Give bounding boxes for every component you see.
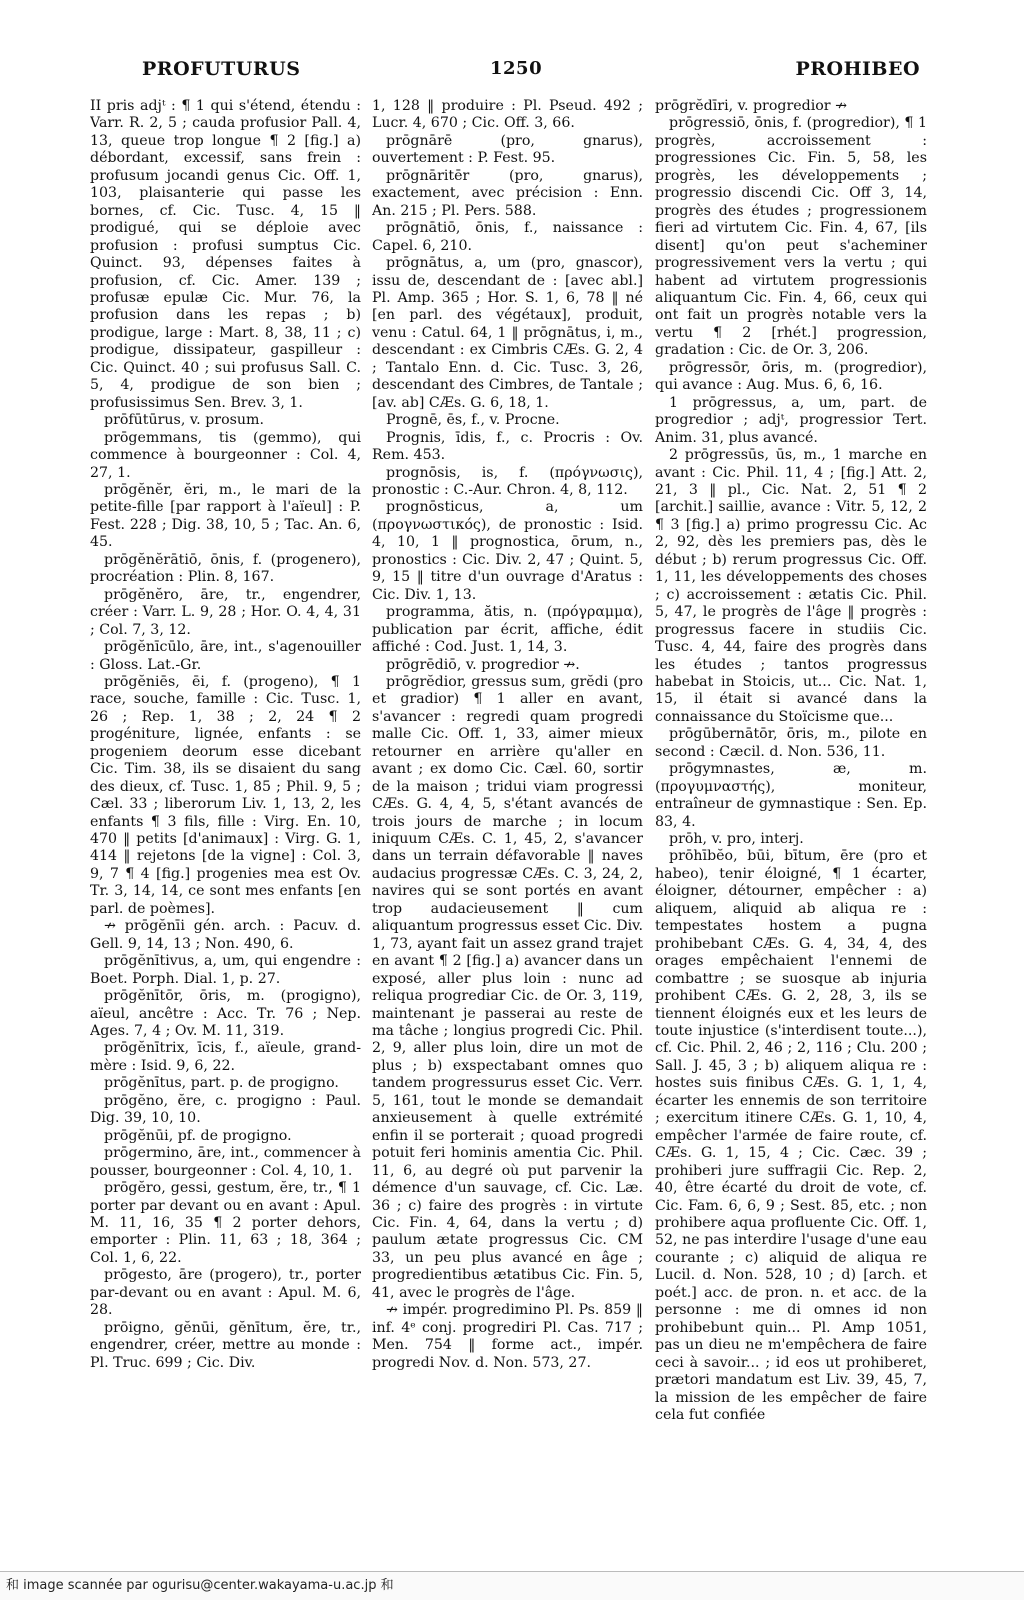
dictionary-entry: prōh, v. pro, interj. bbox=[669, 831, 804, 848]
dictionary-entry: Prognis, īdis, f., c. Procris : Ov. Rem. 453. bbox=[372, 429, 643, 464]
dictionary-entry: programma, ătis, n. (πρόγραμμα), publication par écrit, affiche, édit affiché : Cod. Just. 1, 14, 3. bbox=[372, 604, 643, 656]
dictionary-entry: 1, 128 ‖ produire : Pl. Pseud. 492 ; Lucr. 4, 670 ; Cic. Off. 3, 66. bbox=[372, 98, 643, 132]
page-number: 1250 bbox=[490, 58, 543, 79]
dictionary-entry: prōgnātiō, ōnis, f., naissance : Capel. 6, 210. bbox=[372, 220, 643, 254]
dictionary-entry: prōgĕnītōr, ōris, m. (progigno), aïeul, ancêtre : Acc. Tr. 76 ; Nep. Ages. 7, 4 ; Ov. M. 11, 319. bbox=[90, 988, 361, 1040]
dictionary-entry: prognōsis, is, f. (πρόγνωσις), pronostic : C.-Aur. Chron. 4, 8, 112. bbox=[372, 464, 643, 498]
scan-credit-footer: 和 image scannée par ogurisu@center.wakayama-u.ac.jp 和 bbox=[0, 1571, 1024, 1600]
dictionary-entry: prōgĕnĕro, āre, tr., engendrer, créer : Varr. L. 9, 28 ; Hor. O. 4, 4, 31 ; Col. 7, 3, 12. bbox=[90, 586, 361, 638]
dictionary-entry: prōgemmans, tis (gemmo), qui commence à bourgeonner : Col. 4, 27, 1. bbox=[90, 429, 361, 481]
dictionary-entry: prōgĕnītivus, a, um, qui engendre : Boet. Porph. Dial. 1, p. 27. bbox=[90, 953, 361, 987]
dictionary-entry: prōgressōr, ōris, m. (progredior), qui avance : Aug. Mus. 6, 6, 16. bbox=[655, 359, 927, 394]
dictionary-entry: prōgymnastes, æ, m. (προγυμναστής), moniteur, entraîneur de gymnastique : Sen. Ep. 83, 4. bbox=[655, 761, 927, 830]
dictionary-entry: prōgĕno, ĕre, c. progigno : Paul. Dig. 39, 10, 10. bbox=[90, 1092, 361, 1127]
dictionary-entry: prōgesto, āre (progero), tr., porter par-devant ou en avant : Apul. M. 6, 28. bbox=[90, 1267, 361, 1319]
dictionary-entry: ↛ prōgĕnīi gén. arch. : Pacuv. d. Gell. 9, 14, 13 ; Non. 490, 6. bbox=[90, 918, 361, 952]
dictionary-entry: prōgnātus, a, um (pro, gnascor), issu de, descendant de : [avec abl.] Pl. Amp. 365 ; Hor. S. 1, 6, 78 ‖ né [en parl. des végétaux], produit, venu : Catul. 64, 1 ‖ prōgnātus, i, m., descendant : ex Cimbris CÆs. G. 2, 4 ; Tantalo Enn. d. Cic. Tusc. 3, 26, descendant des Cimbres, de Tantale ; [av. ab] CÆs. G. 6, 18, 1. bbox=[372, 255, 643, 411]
column-2 bbox=[372, 98, 643, 1528]
dictionary-entry: prōgrĕdīri, v. progredior ↛ bbox=[655, 98, 847, 114]
dictionary-entry: prōfūtūrus, v. prosum. bbox=[104, 412, 264, 429]
dictionary-entry: prōgĕnītus, part. p. de progigno. bbox=[104, 1075, 339, 1092]
dictionary-entry: ↛ impér. progredimino Pl. Ps. 859 ‖ inf. 4ᵉ conj. progrediri Pl. Cas. 717 ; Men. 754 ‖ forme act., impér. progredi Nov. d. Non. 573, 27. bbox=[372, 1302, 643, 1371]
dictionary-entry: II pris adjᵗ : ¶ 1 qui s'étend, étendu : Varr. R. 2, 5 ; cauda profusior Pall. 4, 13, queue trop longue ¶ 2 [fig.] a) débordant, excessif, sans frein : profusum jocandi genus Cic. Off. 1, 103, plaisanterie qui passe les bornes, cf. Cic. Tusc. 4, 15 ‖ prodigué, qui se déploie avec profusion : profusi sumptus Cic. Quinct. 93, dépenses faites à profusion, cf. Cic. Amer. 139 ; profusæ epulæ Cic. Mur. 76, la profusion dans les repas ; b) prodigue, large : Mart. 8, 38, 11 ; c) prodigue, dissipateur, gaspilleur : Cic. Quinct. 40 ; sui profusus Sall. C. 5, 4, prodigue de son bien ; profusissimus Sen. Brev. 3, 1. bbox=[90, 98, 361, 411]
dictionary-entry: prōgĕnĕr, ĕri, m., le mari de la petite-fille [par rapport à l'aïeul] : P. Fest. 228 ; Dig. 38, 10, 5 ; Tac. An. 6, 45. bbox=[90, 481, 361, 551]
column-3 bbox=[655, 98, 927, 1528]
dictionary-entry: prōgĕnūi, pf. de progigno. bbox=[104, 1127, 292, 1144]
dictionary-entry: Prognē, ēs, f., v. Procne. bbox=[386, 412, 560, 429]
dictionary-entry: prōhībĕo, būi, bītum, ēre (pro et habeo), tenir éloigné, ¶ 1 écarter, éloigner, détourner, empêcher : a) aliquem, aliquid ab aliqua re : tempestates hostem a pugna prohibebant CÆs. G. 4, 34, 4, des orages empêchaient l'ennemi de combattre ; se suosque ab injuria prohibent CÆs. G. 2, 28, 3, ils se tiennent éloignés eux et les leurs de toute injustice (s'interdisent toute...), cf. Cic. Phil. 2, 46 ; 2, 116 ; Clu. 200 ; Sall. J. 45, 3 ; b) aliquem aliqua re : hostes suis finibus CÆs. G. 1, 1, 4, écarter les ennemis de son territoire ; exercitum itinere CÆs. G. 1, 10, 4, empêcher l'armée de faire route, cf. CÆs. G. 1, 15, 4 ; Cic. Cæc. 39 ; prohiberi jure suffragii Cic. Rep. 2, 40, être écarté du droit de vote, cf. Cic. Fam. 6, 6, 9 ; Sest. 85, etc. ; non prohibere aqua profluente Cic. Off. 1, 52, ne pas interdire l'usage d'une eau courante ; c) aliquid de aliqua re Lucil. d. Non. 528, 10 ; d) [arch. et poét.] acc. de pron. n. et acc. de la personne : me di omnes id non prohibebunt quin... Pl. Amp 1051, pas un dieu ne m'empêchera de faire ceci à savoir... ; id eos ut prohiberet, prætori mandatum est Liv. 39, 45, 7, la mission de les empêcher de faire cela fut confiée bbox=[655, 848, 927, 1423]
dictionary-entry: prōgermino, āre, int., commencer à pousser, bourgeonner : Col. 4, 10, 1. bbox=[90, 1145, 361, 1179]
dictionary-entry: 1 prōgressus, a, um, part. de progredior ; adjᵗ, progressior Tert. Anim. 31, plus avancé. bbox=[655, 394, 927, 446]
header-last-word: PROHIBEO bbox=[795, 58, 920, 80]
dictionary-entry: prōgĕnītrix, īcis, f., aïeule, grand-mère : Isid. 9, 6, 22. bbox=[90, 1040, 361, 1074]
dictionary-entry: prōigno, gĕnūi, gĕnītum, ĕre, tr., engendrer, créer, mettre au monde : Pl. Truc. 699 ; Cic. Div. bbox=[90, 1319, 361, 1371]
dictionary-entry: prōgūbernātōr, ōris, m., pilote en second : Cæcil. d. Non. 536, 11. bbox=[655, 726, 927, 760]
dictionary-entry: prōgressiō, ōnis, f. (progredior), ¶ 1 progrès, accroissement : progressiones Cic. Fin. 5, 58, les progrès, les développements ; progressio discendi Cic. Off 3, 14, progrès des études ; progressionem fieri ad virtutem Cic. Fin. 4, 67, [ils disent] qu'on peut s'acheminer progressivement vers la vertu ; qui habent ad virtutem progressionis aliquantum Cic. Fin. 4, 66, ceux qui ont fait un progrès notable vers la vertu ¶ 2 [rhét.] progression, gradation : Cic. de Or. 3, 206. bbox=[655, 115, 927, 359]
dictionary-entry: prōgrĕdior, gressus sum, grĕdi (pro et gradior) ¶ 1 aller en avant, s'avancer : regredi quam progredi malle Cic. Off. 1, 33, aimer mieux retourner en arrière qu'aller en avant ; ex domo Cic. Cæl. 60, sortir de la maison ; tridui viam progressi CÆs. G. 4, 4, 5, s'étant avancés de trois jours de marche ; in locum iniquum CÆs. C. 1, 45, 2, s'avancer dans un terrain défavorable ‖ naves audacius progressæ CÆs. C. 3, 24, 2, navires qui se sont portés en avant trop audacieusement ‖ cum aliquantum progressus esset Cic. Div. 1, 73, ayant fait un assez grand trajet en avant ¶ 2 [fig.] a) avancer dans un exposé, aller plus loin : nunc ad reliqua progrediar Cic. de Or. 3, 119, maintenant je passerai au reste de ma tâche ; longius progredi Cic. Phil. 2, 9, aller plus loin, dire un mot de plus ; b) exspectabant omnes quo tandem progressurus esset Cic. Verr. 5, 161, tout le monde se demandait anxieusement à quelle extrémité enfin il se porterait ; quoad progredi potuit feri hominis amentia Cic. Phil. 11, 6, au degré où put parvenir la démence d'un sauvage, cf. Cic. Læ. 36 ; c) faire des progrès : in virtute Cic. Fin. 4, 64, dans la vertu ; d) paulum ætate progressus Cic. CM 33, un peu plus avancé en âge ; progredientibus ætatibus Cic. Fin. 5, 41, avec le progrès de l'âge. bbox=[372, 673, 643, 1301]
dictionary-entry: prōgrēdiō, v. progredior ↛. bbox=[386, 656, 580, 673]
column-1 bbox=[90, 98, 361, 1528]
dictionary-entry: prognōsticus, a, um (προγνωστικός), de pronostic : Isid. 4, 10, 1 ‖ prognostica, ōrum, n., pronostics : Cic. Div. 2, 47 ; Quint. 5, 9, 15 ‖ titre d'un ouvrage d'Aratus : Cic. Div. 1, 13. bbox=[372, 499, 643, 603]
dictionary-entry: prōgnāritēr (pro, gnarus), exactement, avec précision : Enn. An. 215 ; Pl. Pers. 588. bbox=[372, 167, 643, 219]
dictionary-entry: prōgĕnīcūlo, āre, int., s'agenouiller : Gloss. Lat.-Gr. bbox=[90, 639, 361, 673]
dictionary-entry: prōgĕnĕrātiō, ōnis, f. (progenero), procréation : Plin. 8, 167. bbox=[90, 551, 361, 586]
dictionary-entry: 2 prōgressūs, ūs, m., 1 marche en avant : Cic. Phil. 11, 4 ; [fig.] Att. 2, 21, 3 ‖ pl., Cic. Nat. 2, 51 ¶ 2 [archit.] saillie, avance : Vitr. 5, 12, 2 ¶ 3 [fig.] a) primo progressu Cic. Ac 2, 92, dès les premiers pas, dès le début ; b) rerum progressus Cic. Off. 1, 11, les développements des choses ; c) accroissement : ætatis Cic. Phil. 5, 47, le progrès de l'âge ‖ progrès : progressus facere in studiis Cic. Tusc. 4, 44, faire des progrès dans les études ; tantos progressus habebat in Stoicis, ut... Cic. Nat. 1, 15, il était si avancé dans la connaissance du Stoïcisme que... bbox=[655, 447, 927, 725]
header-first-word: PROFUTURUS bbox=[142, 58, 301, 80]
dictionary-entry: prōgnārē (pro, gnarus), ouvertement : P. Fest. 95. bbox=[372, 132, 643, 167]
dictionary-entry: prōgĕro, gessi, gestum, ĕre, tr., ¶ 1 porter par devant ou en avant : Apul. M. 11, 16, 35 ¶ 2 porter dehors, emporter : Plin. 11, 63 ; 18, 364 ; Col. 1, 6, 22. bbox=[90, 1180, 361, 1266]
dictionary-entry: prōgĕniēs, ēi, f. (progeno), ¶ 1 race, souche, famille : Cic. Tusc. 1, 26 ; Rep. 1, 38 ; 2, 24 ¶ 2 progéniture, lignée, enfants : se progeniem deorum esse dicebant Cic. Tim. 38, ils se disaient du sang des dieux, cf. Tusc. 1, 85 ; Phil. 9, 5 ; Cæl. 33 ; liberorum Liv. 1, 13, 2, les enfants ¶ 3 fils, fille : Virg. En. 10, 470 ‖ petits [d'animaux] : Virg. G. 1, 414 ‖ rejetons [de la vigne] : Col. 3, 9, 7 ¶ 4 [fig.] progenies mea est Ov. Tr. 3, 14, 14, ce sont mes enfants [en parl. de poèmes]. bbox=[90, 673, 361, 917]
running-header bbox=[90, 58, 920, 88]
